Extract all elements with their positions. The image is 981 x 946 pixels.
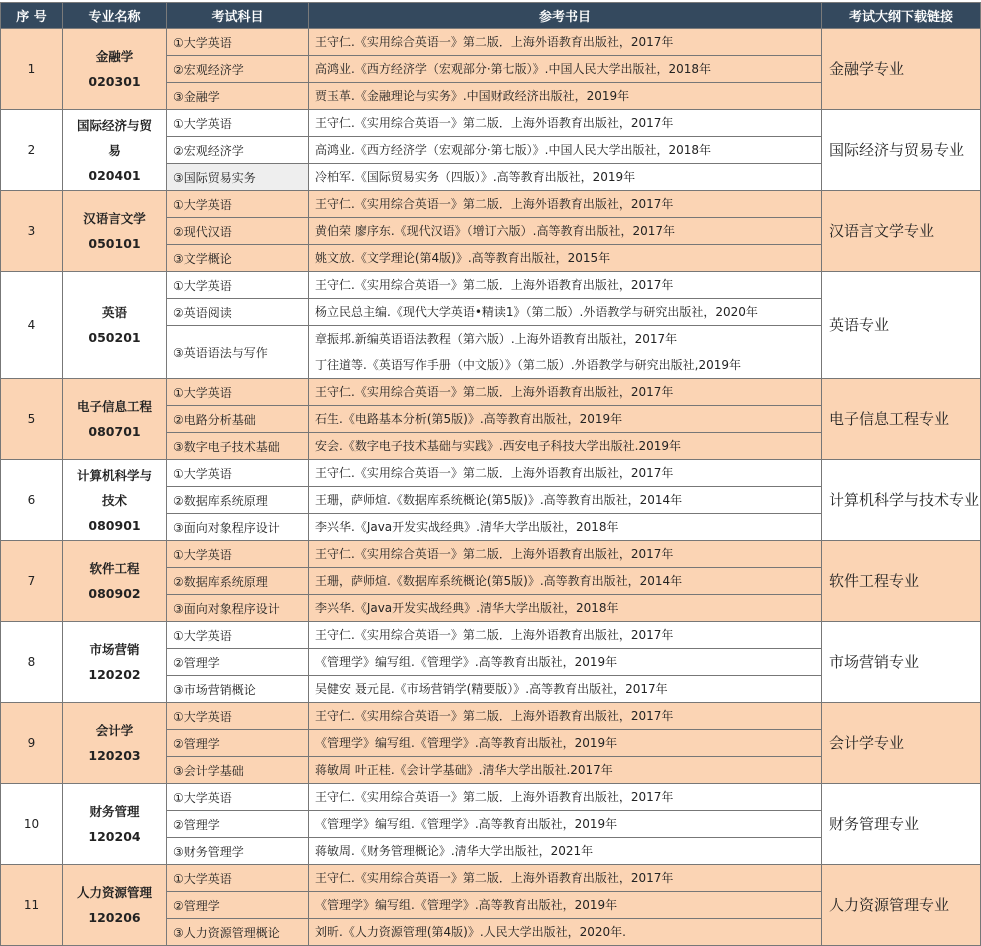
- exam-subject: ③数字电子技术基础: [167, 433, 309, 460]
- major-name-line: 人力资源管理: [76, 885, 152, 900]
- table-row: [1, 622, 981, 649]
- major-name-cell: [63, 622, 167, 703]
- reference-book: 王守仁.《实用综合英语一》第二版．上海外语教育出版社，2017年: [315, 116, 674, 130]
- major-name-line: 财务管理: [89, 804, 140, 819]
- reference-book-cell: [309, 272, 822, 299]
- major-name-line: 电子信息工程: [76, 399, 152, 414]
- major-name-line: 120204: [88, 829, 141, 844]
- outline-download-link[interactable]: 人力资源管理专业: [822, 865, 981, 946]
- reference-book-cell: [309, 649, 822, 676]
- row-seq-number: 11: [1, 865, 63, 946]
- header-books: 参考书目: [309, 3, 822, 29]
- row-seq-number: 2: [1, 110, 63, 191]
- reference-book: 王守仁.《实用综合英语一》第二版．上海外语教育出版社，2017年: [315, 790, 674, 804]
- table-body: [1, 29, 981, 946]
- reference-book-cell: [309, 622, 822, 649]
- reference-book-cell: [309, 406, 822, 433]
- major-name-line: 080901: [88, 517, 141, 533]
- exam-subject: ①大学英语: [167, 379, 309, 406]
- reference-book: 蒋敏周.《财务管理概论》.清华大学出版社，2021年: [315, 844, 594, 858]
- reference-book-cell: [309, 757, 822, 784]
- major-name-line: 国际经济与贸: [76, 117, 152, 133]
- header-major: 专业名称: [63, 3, 167, 29]
- reference-book: 杨立民总主编.《现代大学英语•精读1》（第二版）.外语教学与研究出版社，2020年: [315, 305, 758, 319]
- table-row: [1, 865, 981, 892]
- table-row: [1, 703, 981, 730]
- exam-subject: ①大学英语: [167, 541, 309, 568]
- reference-book: 石生.《电路基本分析(第5版)》.高等教育出版社，2019年: [315, 412, 623, 426]
- exam-subject: ①大学英语: [167, 703, 309, 730]
- table-row: [1, 784, 981, 811]
- exam-subject: ③金融学: [167, 83, 309, 110]
- reference-book: 王珊，萨师煊.《数据库系统概论(第5版)》.高等教育出版社，2014年: [315, 574, 683, 588]
- outline-download-link[interactable]: 计算机科学与技术专业: [822, 460, 981, 541]
- exam-subject: ②管理学: [167, 811, 309, 838]
- reference-book: 《管理学》编写组.《管理学》.高等教育出版社，2019年: [315, 898, 618, 912]
- row-seq-number: 6: [1, 460, 63, 541]
- reference-book-cell: [309, 379, 822, 406]
- reference-book-cell: [309, 326, 822, 379]
- outline-download-link[interactable]: 软件工程专业: [822, 541, 981, 622]
- reference-book-cell: [309, 784, 822, 811]
- header-seq: 序 号: [1, 3, 63, 29]
- table-row: [1, 379, 981, 406]
- major-name-cell: [63, 379, 167, 460]
- reference-book-cell: [309, 730, 822, 757]
- reference-book: 高鸿业.《西方经济学（宏观部分·第七版）》.中国人民大学出版社，2018年: [315, 62, 711, 76]
- reference-book-cell: [309, 83, 822, 110]
- table-row: [1, 272, 981, 299]
- exam-subjects-table: [0, 2, 981, 946]
- exam-subject: ②数据库系统原理: [167, 568, 309, 595]
- exam-subject: ②管理学: [167, 892, 309, 919]
- reference-book: 安会.《数字电子技术基础与实践》.西安电子科技大学出版社.2019年: [315, 439, 681, 453]
- reference-book: 吴健安 聂元昆.《市场营销学(精要版）》.高等教育出版社，2017年: [315, 682, 668, 696]
- reference-book-cell: [309, 245, 822, 272]
- exam-subject: ③财务管理学: [167, 838, 309, 865]
- major-name-line: 技术: [101, 492, 127, 508]
- row-seq-number: 3: [1, 191, 63, 272]
- row-seq-number: 9: [1, 703, 63, 784]
- reference-book: 王守仁.《实用综合英语一》第二版．上海外语教育出版社，2017年: [315, 547, 674, 561]
- major-name-cell: [63, 865, 167, 946]
- table-row: [1, 191, 981, 218]
- major-name-line: 050101: [88, 236, 141, 251]
- reference-book: 李兴华.《Java开发实战经典》.清华大学出版社，2018年: [315, 601, 619, 615]
- exam-subject: ②宏观经济学: [167, 137, 309, 164]
- outline-download-link[interactable]: 财务管理专业: [822, 784, 981, 865]
- exam-subject: ③国际贸易实务: [167, 164, 309, 191]
- exam-subject: ①大学英语: [167, 29, 309, 56]
- row-seq-number: 7: [1, 541, 63, 622]
- major-name-line: 080902: [88, 586, 141, 601]
- major-name-cell: [63, 460, 167, 541]
- reference-book: 王守仁.《实用综合英语一》第二版．上海外语教育出版社，2017年: [315, 197, 674, 211]
- reference-book: 李兴华.《Java开发实战经典》.清华大学出版社，2018年: [315, 520, 619, 534]
- exam-subject: ③文学概论: [167, 245, 309, 272]
- outline-download-link[interactable]: 国际经济与贸易专业: [822, 110, 981, 191]
- major-name-line: 120202: [88, 667, 141, 682]
- reference-book-cell: [309, 892, 822, 919]
- major-name-line: 050201: [88, 330, 141, 345]
- reference-book-cell: [309, 191, 822, 218]
- reference-book: 《管理学》编写组.《管理学》.高等教育出版社，2019年: [315, 817, 618, 831]
- exam-subject: ①大学英语: [167, 622, 309, 649]
- reference-book: 黄伯荣 廖序东.《现代汉语》（增订六版）.高等教育出版社，2017年: [315, 224, 675, 238]
- table-row: [1, 29, 981, 56]
- reference-book: 《管理学》编写组.《管理学》.高等教育出版社，2019年: [315, 655, 618, 669]
- reference-book-cell: [309, 487, 822, 514]
- reference-book-cell: [309, 514, 822, 541]
- row-seq-number: 4: [1, 272, 63, 379]
- outline-download-link[interactable]: 英语专业: [822, 272, 981, 379]
- table-row: [1, 460, 981, 487]
- major-name-cell: [63, 110, 167, 191]
- exam-subject: ②管理学: [167, 730, 309, 757]
- reference-book: 王珊，萨师煊.《数据库系统概论(第5版)》.高等教育出版社，2014年: [315, 493, 683, 507]
- exam-subject: ③英语语法与写作: [167, 326, 309, 379]
- reference-book-cell: [309, 218, 822, 245]
- major-name-line: 会计学: [95, 723, 134, 738]
- reference-book-cell: [309, 460, 822, 487]
- major-name-line: 080701: [88, 424, 141, 439]
- reference-book: 王守仁.《实用综合英语一》第二版．上海外语教育出版社，2017年: [315, 35, 674, 49]
- reference-book: 《管理学》编写组.《管理学》.高等教育出版社，2019年: [315, 736, 618, 750]
- major-name-line: 020301: [88, 74, 141, 89]
- reference-book-cell: [309, 865, 822, 892]
- exam-subject: ②现代汉语: [167, 218, 309, 245]
- row-seq-number: 8: [1, 622, 63, 703]
- exam-subject: ①大学英语: [167, 272, 309, 299]
- reference-book: 贾玉革.《金融理论与实务》.中国财政经济出版社，2019年: [315, 89, 630, 103]
- reference-book: 蒋敏周 叶正桂.《会计学基础》.清华大学出版社.2017年: [315, 763, 613, 777]
- outline-download-link[interactable]: 市场营销专业: [822, 622, 981, 703]
- reference-book-cell: [309, 838, 822, 865]
- major-name-line: 120203: [88, 748, 141, 763]
- reference-book: 王守仁.《实用综合英语一》第二版．上海外语教育出版社，2017年: [315, 385, 674, 399]
- major-name-line: 英语: [101, 305, 127, 320]
- major-name-line: 软件工程: [89, 561, 140, 576]
- reference-book: 高鸿业.《西方经济学（宏观部分·第七版）》.中国人民大学出版社，2018年: [315, 143, 711, 157]
- major-name-line: 金融学: [95, 49, 134, 64]
- major-name-line: 易: [108, 142, 121, 158]
- major-name-cell: [63, 784, 167, 865]
- reference-book-cell: [309, 299, 822, 326]
- major-name-cell: [63, 541, 167, 622]
- reference-book-cell: [309, 811, 822, 838]
- outline-download-link[interactable]: 金融学专业: [822, 29, 981, 110]
- reference-book: 王守仁.《实用综合英语一》第二版．上海外语教育出版社，2017年: [315, 278, 674, 292]
- exam-subject: ①大学英语: [167, 110, 309, 137]
- reference-book-cell: [309, 56, 822, 83]
- row-seq-number: 10: [1, 784, 63, 865]
- reference-book-cell: [309, 164, 822, 191]
- outline-download-link[interactable]: 汉语言文学专业: [822, 191, 981, 272]
- reference-book-cell: [309, 29, 822, 56]
- reference-book-cell: [309, 110, 822, 137]
- reference-book: 姚文放.《文学理论(第4版)》.高等教育出版社，2015年: [315, 251, 611, 265]
- major-name-cell: [63, 29, 167, 110]
- exam-subject: ③市场营销概论: [167, 676, 309, 703]
- reference-book-cell: [309, 595, 822, 622]
- reference-book: 刘昕.《人力资源管理(第4版)》.人民大学出版社，2020年.: [315, 925, 626, 939]
- row-seq-number: 5: [1, 379, 63, 460]
- exam-subject: ③面向对象程序设计: [167, 514, 309, 541]
- major-name-cell: [63, 272, 167, 379]
- reference-book: 王守仁.《实用综合英语一》第二版．上海外语教育出版社，2017年: [315, 466, 674, 480]
- major-name-line: 汉语言文学: [83, 211, 146, 226]
- reference-book-cell: [309, 433, 822, 460]
- exam-subject: ①大学英语: [167, 191, 309, 218]
- table-header-row: [1, 3, 981, 29]
- header-subject: 考试科目: [167, 3, 309, 29]
- reference-book: 王守仁.《实用综合英语一》第二版．上海外语教育出版社，2017年: [315, 709, 674, 723]
- exam-subject: ②宏观经济学: [167, 56, 309, 83]
- exam-subject: ②数据库系统原理: [167, 487, 309, 514]
- major-name-line: 020401: [88, 167, 141, 183]
- exam-subject: ③人力资源管理概论: [167, 919, 309, 946]
- reference-book: 王守仁.《实用综合英语一》第二版．上海外语教育出版社，2017年: [315, 871, 674, 885]
- reference-book: 冷柏军.《国际贸易实务（四版）》.高等教育出版社，2019年: [315, 170, 636, 184]
- header-outline-link: 考试大纲下载链接: [822, 3, 981, 29]
- exam-subject: ②英语阅读: [167, 299, 309, 326]
- reference-book-cell: [309, 137, 822, 164]
- exam-subject: ②电路分析基础: [167, 406, 309, 433]
- table-row: [1, 110, 981, 137]
- exam-subject: ①大学英语: [167, 460, 309, 487]
- reference-book-cell: [309, 568, 822, 595]
- exam-subject: ①大学英语: [167, 784, 309, 811]
- reference-book-cell: [309, 703, 822, 730]
- outline-download-link[interactable]: 电子信息工程专业: [822, 379, 981, 460]
- exam-subject: ②管理学: [167, 649, 309, 676]
- reference-book: 丁往道等.《英语写作手册（中文版）》（第二版）.外语教学与研究出版社,2019年: [315, 358, 741, 372]
- major-name-cell: [63, 703, 167, 784]
- exam-subject: ③会计学基础: [167, 757, 309, 784]
- major-name-cell: [63, 191, 167, 272]
- exam-subject: ①大学英语: [167, 865, 309, 892]
- table-row: [1, 541, 981, 568]
- major-name-line: 市场营销: [89, 642, 140, 657]
- reference-book: 王守仁.《实用综合英语一》第二版．上海外语教育出版社，2017年: [315, 628, 674, 642]
- reference-book-cell: [309, 541, 822, 568]
- major-name-line: 120206: [88, 910, 141, 925]
- reference-book-cell: [309, 676, 822, 703]
- row-seq-number: 1: [1, 29, 63, 110]
- reference-book-cell: [309, 919, 822, 946]
- outline-download-link[interactable]: 会计学专业: [822, 703, 981, 784]
- major-name-line: 计算机科学与: [76, 467, 152, 483]
- exam-subject: ③面向对象程序设计: [167, 595, 309, 622]
- reference-book: 章振邦.新编英语语法教程（第六版）.上海外语教育出版社，2017年: [315, 332, 678, 346]
